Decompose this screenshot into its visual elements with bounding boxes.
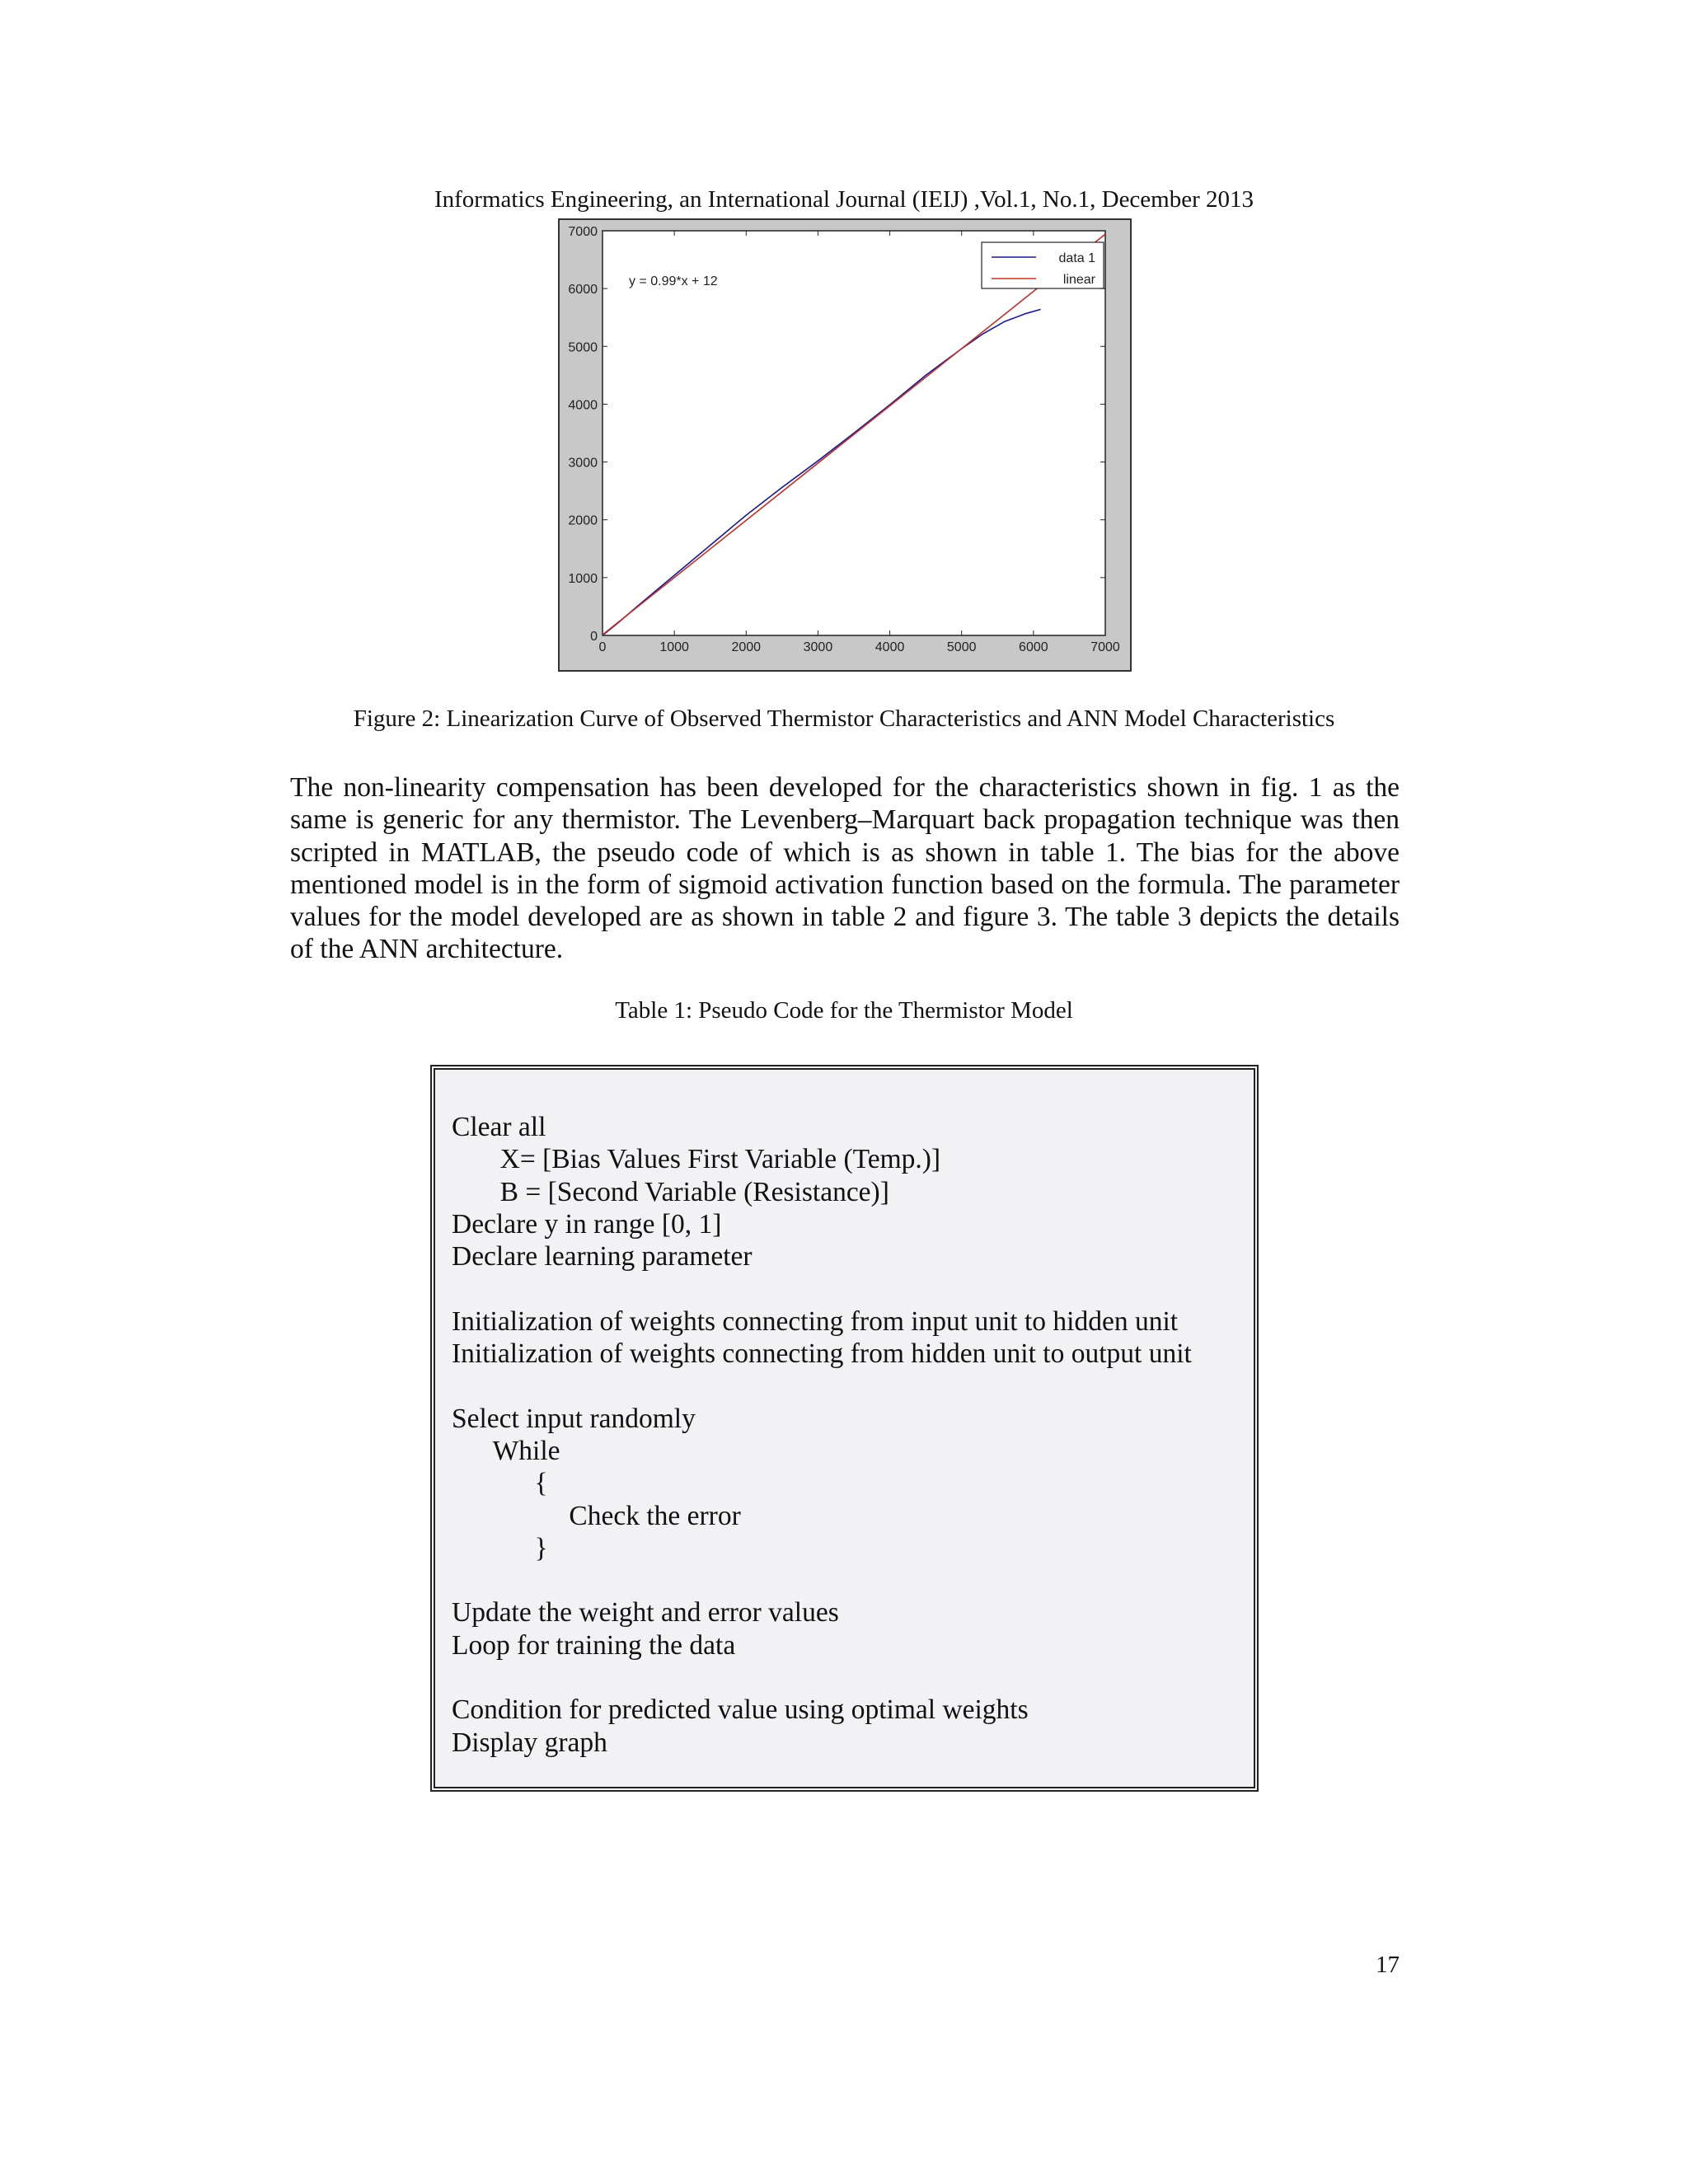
pseudo-code-box — [430, 1065, 1259, 1792]
x-tick-label: 2000 — [731, 640, 762, 654]
pseudo-code-line: Initialization of weights connecting from input unit to hidden unit — [452, 1305, 1179, 1337]
y-tick-label: 7000 — [568, 225, 598, 239]
pseudo-code-line — [452, 1661, 1192, 1694]
pseudo-code-line: While — [452, 1435, 560, 1466]
x-tick-label: 1000 — [659, 640, 689, 654]
pseudo-code-line: Initialization of weights connecting from hidden unit to output unit — [452, 1338, 1192, 1370]
pseudo-code-line — [452, 1564, 1192, 1596]
figure-caption: Figure 2: Linearization Curve of Observed Thermistor Characteristics and ANN Model Characteristics — [353, 705, 1335, 732]
pseudo-code-line — [452, 1370, 1192, 1402]
body-paragraph: The non-linearity compensation has been developed for the characteristics shown in fig. 1 as the same is generic for any thermistor. The Levenberg–Marquart back propagation technique was then scripted in MATLAB, the pseudo code of which is as shown in table 1. The bias for the above mentioned model is in the form of sigmoid activation function based on the formula. The parameter values for the model developed are as shown in table 2 and figure 3. The table 3 depicts the details of the ANN architecture. — [290, 772, 1400, 965]
pseudo-code-line: Declare y in range [0, 1] — [452, 1208, 722, 1240]
x-tick-label: 4000 — [874, 640, 905, 654]
y-tick-label: 4000 — [568, 398, 598, 413]
y-tick-label: 6000 — [568, 283, 598, 298]
y-tick-label: 1000 — [568, 571, 598, 586]
pseudo-code-line: B = [Second Variable (Resistance)] — [452, 1176, 889, 1207]
pseudo-code-line: { — [452, 1468, 548, 1499]
pseudo-code-line: Clear all — [452, 1112, 546, 1142]
pseudo-code-line: Check the error — [452, 1500, 741, 1531]
pseudo-code-line: X= [Bias Values First Variable (Temp.)] — [452, 1144, 941, 1175]
x-tick-label: 5000 — [946, 640, 977, 654]
y-tick-label: 0 — [590, 630, 598, 644]
pseudo-code-line: Update the weight and error values — [452, 1597, 839, 1629]
chart-svg — [560, 220, 1130, 670]
y-tick-label: 3000 — [568, 456, 598, 471]
pseudo-code-line — [452, 1272, 1192, 1305]
pseudo-code-line: Condition for predicted value using optimal weights — [452, 1694, 1029, 1726]
equation-annotation: y = 0.99*x + 12 — [629, 274, 718, 288]
pseudo-code-line: } — [452, 1532, 548, 1563]
pseudo-code-lines — [452, 1111, 1192, 1759]
pseudo-code-line: Declare learning parameter — [452, 1241, 753, 1272]
x-tick-label: 0 — [598, 640, 607, 654]
legend-label-linear: linear — [1062, 273, 1095, 287]
pseudo-code-line: Display graph — [452, 1727, 607, 1758]
table-title: Table 1: Pseudo Code for the Thermistor Model — [615, 997, 1073, 1024]
x-tick-label: 3000 — [803, 640, 833, 654]
x-tick-label: 7000 — [1090, 640, 1120, 654]
pseudo-code-line: Loop for training the data — [452, 1629, 736, 1661]
page-number: 17 — [1376, 1952, 1400, 1978]
y-tick-label: 5000 — [568, 340, 598, 355]
pseudo-code-line: Select input randomly — [452, 1403, 696, 1434]
legend-label-data-1: data 1 — [1058, 251, 1095, 265]
x-tick-label: 6000 — [1019, 640, 1048, 654]
y-tick-label: 2000 — [568, 513, 598, 528]
running-header: Informatics Engineering, an International Journal (IEIJ) ,Vol.1, No.1, December 2013 — [434, 186, 1254, 213]
figure-2-chart — [558, 218, 1132, 672]
